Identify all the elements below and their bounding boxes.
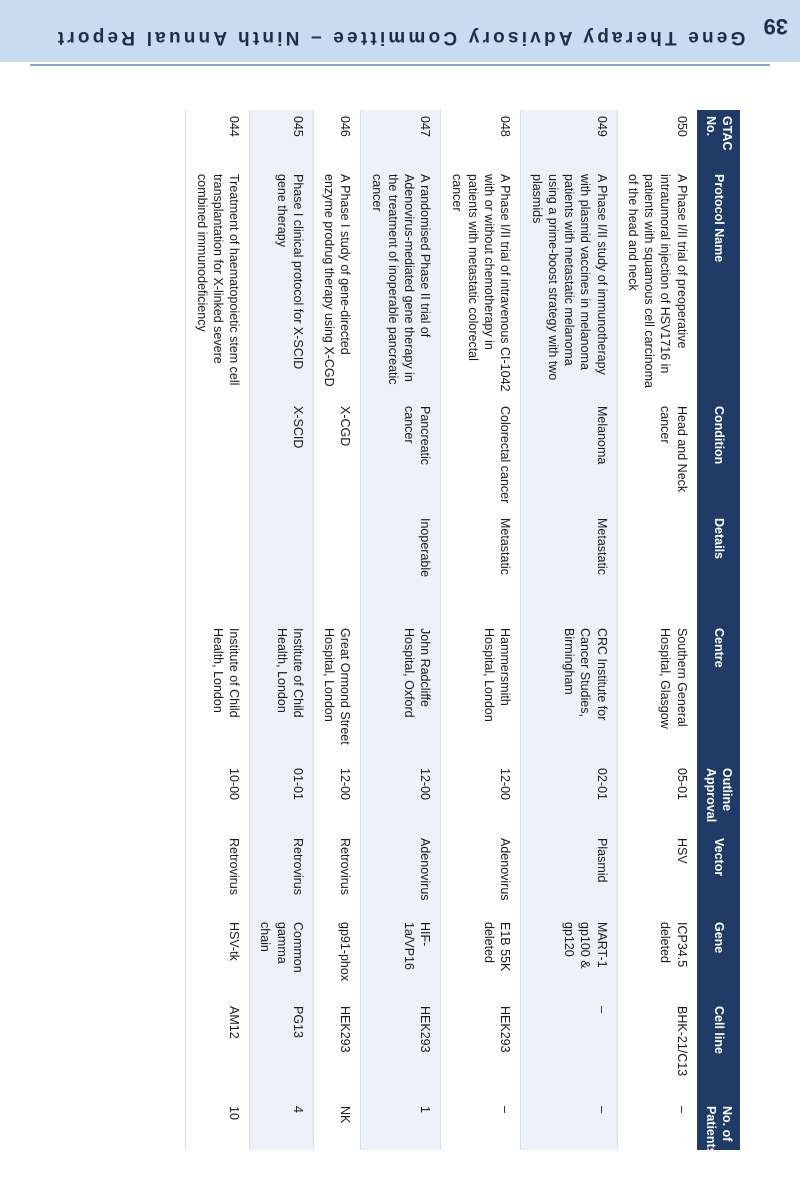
cell-cell-line: BHK-21/C13 — [617, 1000, 697, 1100]
table-row — [361, 110, 441, 1150]
cell-gene: HIF-1a/VP16 — [361, 916, 441, 1000]
cell-protocol-name: A Phase I/II trial of preoperative intratumoral injection of HSV1716 in patients with squamous cell carcinoma of the head and neck — [617, 168, 697, 400]
cell-patients: – — [441, 1100, 521, 1150]
col-header-centre: Centre — [697, 622, 740, 762]
cell-gene: ICP34.5 deleted — [617, 916, 697, 1000]
cell-centre: Southern General Hospital, Glasgow — [617, 622, 697, 762]
cell-outline-approval: 12-00 — [361, 762, 441, 832]
cell-cell-line: AM12 — [186, 1000, 250, 1100]
cell-vector: Adenovirus — [441, 832, 521, 916]
cell-outline-approval: 12-00 — [314, 762, 362, 832]
cell-vector: Retrovirus — [314, 832, 362, 916]
cell-condition: X-SCID — [250, 400, 314, 512]
header-divider — [30, 64, 770, 66]
col-header-protocol-name: Protocol Name — [697, 168, 740, 400]
cell-details — [186, 512, 250, 622]
cell-gtac-no: 046 — [314, 110, 362, 168]
table-row — [186, 110, 250, 1150]
cell-details: Metastatic — [521, 512, 617, 622]
cell-outline-approval: 02-01 — [521, 762, 617, 832]
cell-details — [617, 512, 697, 622]
table-header-row — [697, 110, 740, 1150]
cell-vector: Plasmid — [521, 832, 617, 916]
cell-gtac-no: 049 — [521, 110, 617, 168]
cell-gtac-no: 045 — [250, 110, 314, 168]
table-row — [314, 110, 362, 1150]
cell-vector: Retrovirus — [186, 832, 250, 916]
cell-protocol-name: A Phase I study of gene-directed enzyme prodrug therapy using X-CGD — [314, 168, 362, 400]
table-row — [521, 110, 617, 1150]
cell-condition: Head and Neck cancer — [617, 400, 697, 512]
cell-centre: John Radcliffe Hospital, Oxford — [361, 622, 441, 762]
cell-details — [314, 512, 362, 622]
cell-patients: 4 — [250, 1100, 314, 1150]
cell-protocol-name: A randomised Phase II trial of Adenovirus-mediated gene therapy in the treatment of inoperable pancreatic cancer — [361, 168, 441, 400]
cell-protocol-name: A Phase I/II study of immunotherapy with plasmid vaccines in melanoma patients with metastatic melanoma using a prime-boost strategy with two plasmids — [521, 168, 617, 400]
cell-vector: HSV — [617, 832, 697, 916]
page-number: 39 — [763, 14, 788, 39]
cell-centre: Hammersmith Hospital, London — [441, 622, 521, 762]
cell-gtac-no: 050 — [617, 110, 697, 168]
cell-condition — [186, 400, 250, 512]
cell-cell-line: – — [521, 1000, 617, 1100]
cell-condition: X-CGD — [314, 400, 362, 512]
cell-protocol-name: A Phase I/II trial of intravenous CI-1042 with or without chemotherapy in patients with metastatic colorectal cancer — [441, 168, 521, 400]
cell-cell-line: PG13 — [250, 1000, 314, 1100]
cell-centre: CRC Institute for Cancer Studies, Birmingham — [521, 622, 617, 762]
col-header-gtac-no: GTAC No. — [697, 110, 740, 168]
col-header-patients: No. of Patients — [697, 1100, 740, 1150]
cell-gtac-no: 044 — [186, 110, 250, 168]
cell-details — [250, 512, 314, 622]
cell-outline-approval: 10-00 — [186, 762, 250, 832]
col-header-outline-approval: Outline Approval — [697, 762, 740, 832]
cell-condition: Pancreatic cancer — [361, 400, 441, 512]
cell-details: Metastatic — [441, 512, 521, 622]
table-row — [617, 110, 697, 1150]
col-header-cell-line: Cell line — [697, 1000, 740, 1100]
protocol-table — [186, 110, 741, 1155]
cell-vector: Retrovirus — [250, 832, 314, 916]
cell-centre: Great Ormond Street Hospital, London — [314, 622, 362, 762]
cell-outline-approval: 01-01 — [250, 762, 314, 832]
cell-gene: gp91-phox — [314, 916, 362, 1000]
cell-vector: Adenovirus — [361, 832, 441, 916]
cell-patients: NK — [314, 1100, 362, 1150]
cell-gene: HSV-tk — [186, 916, 250, 1000]
cell-condition: Melanoma — [521, 400, 617, 512]
col-header-condition: Condition — [697, 400, 740, 512]
cell-gene: E1B 55K deleted — [441, 916, 521, 1000]
table-row — [441, 110, 521, 1150]
cell-gene: MART-1 gp100 & gp120 — [521, 916, 617, 1000]
col-header-gene: Gene — [697, 916, 740, 1000]
cell-centre: Institute of Child Health, London — [250, 622, 314, 762]
cell-cell-line: HEK293 — [361, 1000, 441, 1100]
cell-details: Inoperable — [361, 512, 441, 622]
col-header-vector: Vector — [697, 832, 740, 916]
col-header-details: Details — [697, 512, 740, 622]
cell-centre: Institute of Child Health, London — [186, 622, 250, 762]
cell-cell-line: HEK293 — [441, 1000, 521, 1100]
cell-protocol-name: Treatment of haematopoietic stem cell transplantation for X-linked severe combined immunodeficiency — [186, 168, 250, 400]
report-header-title: Gene Therapy Advisory Committee – Ninth Annual Report — [54, 27, 746, 48]
cell-patients: 10 — [186, 1100, 250, 1150]
cell-outline-approval: 12-00 — [441, 762, 521, 832]
cell-gtac-no: 047 — [361, 110, 441, 168]
table-row — [250, 110, 314, 1150]
protocol-table-wrapper — [50, 110, 740, 1155]
cell-gtac-no: 048 — [441, 110, 521, 168]
cell-cell-line: HEK293 — [314, 1000, 362, 1100]
cell-gene: Common gamma chain — [250, 916, 314, 1000]
cell-condition: Colorectal cancer — [441, 400, 521, 512]
cell-patients: – — [617, 1100, 697, 1150]
cell-patients: – — [521, 1100, 617, 1150]
cell-protocol-name: Phase I clinical protocol for X-SCID gene therapy — [250, 168, 314, 400]
cell-patients: 1 — [361, 1100, 441, 1150]
cell-outline-approval: 05-01 — [617, 762, 697, 832]
